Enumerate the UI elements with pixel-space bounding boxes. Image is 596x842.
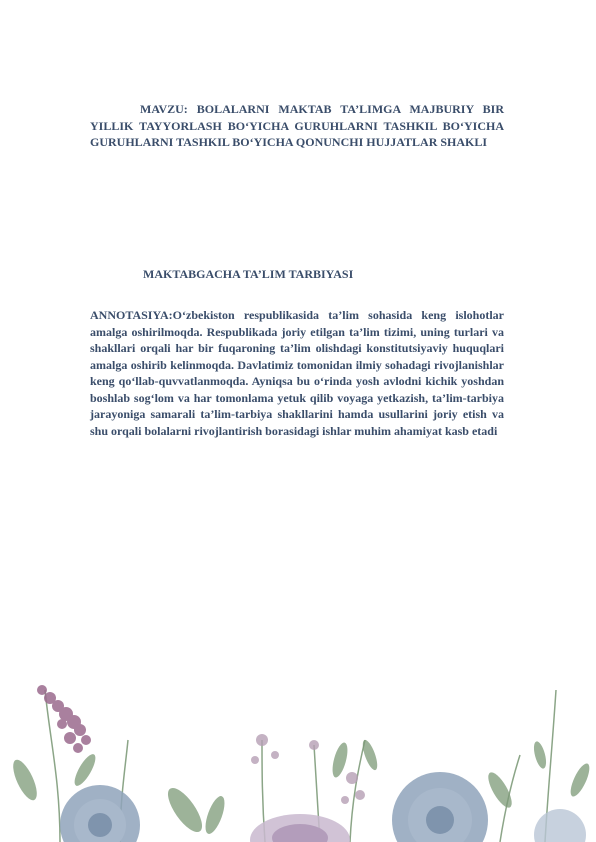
annotation-paragraph: ANNOTASIYA:O‘zbekiston respublikasida ta’lim sohasida keng islohotlar amalga oshirilmoqda. Respublikada joriy etilgan ta’lim tizimi, uning turlari va shakllari orqali har bir fuqaroning ta’lim olishdagi konstitutsiyaviy huquqlari amalga oshirib kelinmoqda. Davlatimiz tomonidan ilmiy sohadagi rivojlanishlar keng qo‘llab-quvvatlanmoqda. Ayniqsa bu o‘rinda yosh avlodni kichik yoshdan boshlab sog‘lom va har tomonlama yetuk qilib voyaga yetkazish, ta’lim-tarbiya jarayoniga samarali ta’lim-tarbiya shakllarini hamda usullarini joriy etish va shu orqali bolalarni rivojlantirish borasidagi ishlar muhim ahamiyat kasb etadi	[90, 308, 504, 438]
document-title: MAVZU: BOLALARNI MAKTAB TA’LIMGA MAJBURIY BIR YILLIK TAYYORLASH BO‘YICHA GURUHLARNI TASHKIL BO‘YICHA GURUHLARNI TASHKIL BO‘YICHA QONUNCHI HUJJATLAR SHAKLI	[90, 102, 504, 149]
floral-border-illustration	[0, 660, 596, 842]
section-heading: MAKTABGACHA TA’LIM TARBIYASI	[143, 267, 354, 281]
